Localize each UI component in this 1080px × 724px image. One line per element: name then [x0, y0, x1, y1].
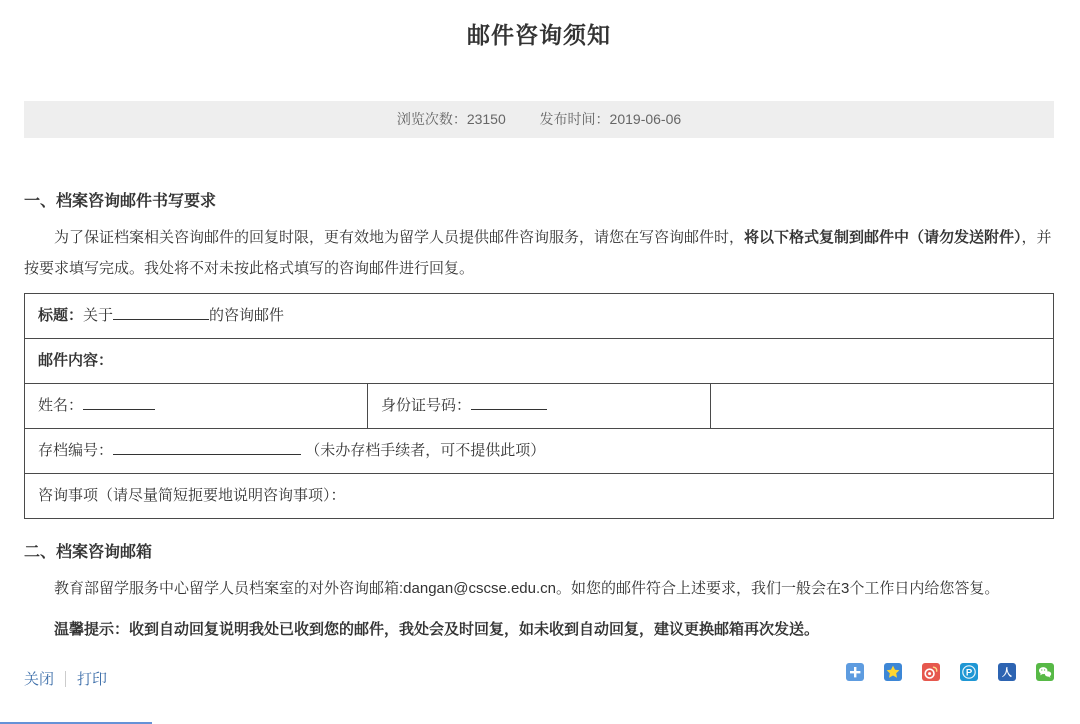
table-row: [25, 384, 1054, 429]
tip-paragraph: 温馨提示：收到自动回复说明我处已收到您的邮件，我处会及时回复，如未收到自动回复，建议更换邮箱再次发送。: [54, 621, 820, 638]
file-number-note: （未办存档手续者，可不提供此项）: [305, 442, 546, 459]
renren-icon[interactable]: [998, 663, 1016, 681]
svg-text:人: 人: [1002, 667, 1012, 679]
section1-paragraph-bold: 将以下格式复制到邮件中（请勿发送附件）: [744, 229, 1022, 246]
email-content-label: 邮件内容：: [38, 352, 114, 369]
id-number-blank-line: [471, 396, 547, 410]
publish-date-label: 发布时间：: [539, 111, 610, 127]
file-number-label: 存档编号：: [38, 442, 114, 459]
table-row: [25, 339, 1054, 384]
weibo-icon[interactable]: [922, 663, 940, 681]
meta-bar: [24, 101, 1054, 138]
subject-label: 标题：: [38, 307, 84, 324]
id-number-cell: [368, 384, 711, 429]
section2-heading: 二、档案咨询邮箱: [24, 544, 153, 561]
file-number-cell: [25, 429, 1054, 474]
publish-date-value: 2019-06-06: [609, 111, 682, 127]
table-row: [25, 429, 1054, 474]
views-label: 浏览次数：: [396, 111, 467, 127]
file-number-blank-line: [113, 441, 301, 455]
share-buttons: [846, 663, 1054, 681]
email-content-cell: [25, 339, 1054, 384]
section1-paragraph: [24, 222, 1054, 284]
section1-paragraph-normal2: ，并按要求填写完成。我处将不对未按此格式填写的咨询邮件进行回复。: [24, 229, 1052, 277]
id-number-label: 身份证号码：: [381, 397, 472, 414]
close-button[interactable]: 关闭: [24, 671, 55, 688]
views-value: 23150: [466, 111, 506, 127]
section1-paragraph-normal1: 为了保证档案相关咨询邮件的回复时限，更有效地为留学人员提供邮件咨询服务，请您在写咨询邮件时，: [54, 229, 745, 246]
inquiry-cell: [25, 474, 1054, 519]
footer-bar: [24, 668, 1054, 689]
subject-blank-line: [113, 306, 209, 320]
email-format-table: [24, 293, 1054, 519]
wechat-icon[interactable]: [1036, 663, 1054, 681]
name-cell: [25, 384, 368, 429]
page-title: 邮件咨询须知: [467, 22, 611, 48]
subject-suffix: 的咨询邮件: [209, 307, 285, 324]
subject-prefix: 关于: [83, 307, 114, 324]
svg-text:P: P: [965, 667, 973, 679]
qzone-icon[interactable]: [884, 663, 902, 681]
footer-links: [24, 668, 107, 689]
name-label: 姓名：: [38, 397, 84, 414]
share-plus-icon[interactable]: [846, 663, 864, 681]
section1-heading: 一、档案咨询邮件书写要求: [24, 193, 217, 210]
article-content: [24, 0, 1054, 689]
print-button[interactable]: 打印: [77, 671, 108, 688]
empty-cell: [711, 384, 1054, 429]
name-blank-line: [83, 396, 155, 410]
subject-cell: [25, 294, 1054, 339]
section2-paragraph: 教育部留学服务中心留学人员档案室的对外咨询邮箱:dangan@cscse.edu.cn。如您的邮件符合上述要求，我们一般会在3个工作日内给您答复。: [54, 580, 1000, 597]
link-divider: [65, 671, 66, 687]
table-row: [25, 474, 1054, 519]
pengyou-icon[interactable]: [960, 663, 978, 681]
table-row: [25, 294, 1054, 339]
inquiry-label: 咨询事项（请尽量简短扼要地说明咨询事项）：: [38, 487, 346, 504]
